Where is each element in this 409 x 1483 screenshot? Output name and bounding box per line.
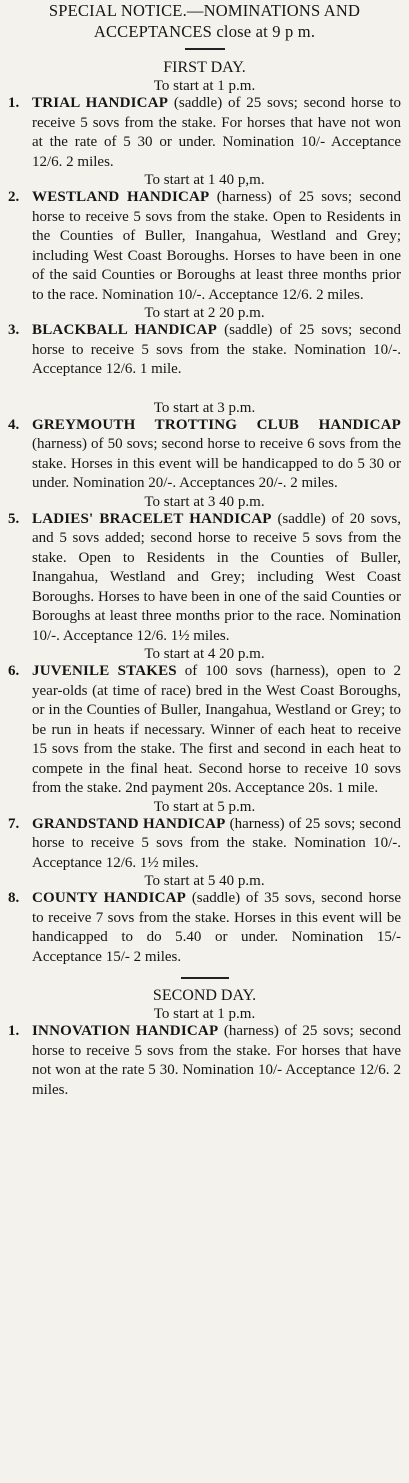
event-start-time: To start at 1 p.m. xyxy=(153,78,256,94)
first-day-heading: FIRST DAY. xyxy=(163,59,246,76)
spacer xyxy=(8,380,401,400)
event-text: (saddle) of 20 sovs, and 5 sovs added; second horse to receive 5 sovs from the stake. Open to Residents in the Counties of Buller, Inangahua, Westland and Grey; including West Coast Boroughs. Horses to have been in one of the said Counties or Boroughs at least three months prior to the race. Nomination 10/-. Acceptance 12/6. 1½ miles. xyxy=(32,510,401,644)
event-start-time: To start at 2 20 p.m. xyxy=(144,305,265,321)
event-number: 1. xyxy=(8,1023,20,1039)
event-number: 3. xyxy=(8,322,20,338)
event-title: TRIAL HANDICAP xyxy=(32,95,169,111)
second-day-heading: SECOND DAY. xyxy=(152,987,257,1004)
event-number: 6. xyxy=(8,663,20,679)
event-title: GRANDSTAND HANDICAP xyxy=(32,815,226,832)
notice-header: SPECIAL NOTICE.—NOMINATIONS AND ACCEPTANCES close at 9 p m. xyxy=(48,1,361,41)
event-entry xyxy=(8,510,401,647)
event-entry xyxy=(8,416,401,494)
event-entry xyxy=(8,321,401,380)
event-start-time: To start at 3 40 p.m. xyxy=(144,493,265,510)
event-entry xyxy=(8,889,401,967)
event-text: (harness) of 25 sovs; second horse to receive 5 sovs from the stake. Open to Residents in the Counties of Buller, Inangahua, Westland and Grey; including West Coast Boroughs. Horses to have been in one of the said Counties or Boroughs at least three months prior to the race. Nomination 10/-. Acceptance 12/6. 2 miles. xyxy=(32,189,402,303)
divider-rule xyxy=(185,48,225,50)
event-title: INNOVATION HANDICAP xyxy=(32,1023,219,1039)
event-text: of 100 sovs (harness), open to 2 year-olds (at time of race) bred in the West Coast Boroughs, or in the Counties of Buller, Inangahua, Westland or Grey; to be run in heats if necessary. Winner of each heat to receive 15 sovs from the stake. The first and second in each heat to compete in the final heat. Second horse to receive 10 sovs from the stake. 2nd payment 20s. Acceptance 20s. 1 mile. xyxy=(32,663,401,796)
event-entry xyxy=(8,94,401,172)
event-entry xyxy=(8,188,401,305)
event-text: (harness) of 25 sovs; second horse to receive 5 sovs from the stake. For horses that have not won at the rate 5 30. Nomination 10/- Acceptance 12/6. 2 miles. xyxy=(32,1023,402,1098)
event-number: 4. xyxy=(8,416,20,433)
event-entry xyxy=(8,1022,401,1100)
event-start-time: To start at 3 p.m. xyxy=(153,399,256,416)
event-title: GREYMOUTH TROTTING CLUB HANDICAP xyxy=(32,416,401,433)
event-start-time: To start at 5 40 p.m. xyxy=(144,873,265,889)
event-start-time: To start at 1 40 p,m. xyxy=(144,172,265,188)
divider-rule xyxy=(181,977,229,979)
event-title: BLACKBALL HANDICAP xyxy=(32,322,217,338)
event-number: 1. xyxy=(8,95,20,111)
event-start-time: To start at 1 p.m. xyxy=(153,1006,256,1022)
event-title: WESTLAND HANDICAP xyxy=(32,189,210,205)
event-text: (harness) of 50 sovs; second horse to receive 6 sovs from the stake. Horses in this event will be handicapped to do 5 30 or under. Nomination 20/-. Acceptances 20/-. 2 miles. xyxy=(32,436,401,491)
event-entry xyxy=(8,815,401,874)
event-start-time: To start at 4 20 p.m. xyxy=(144,646,265,662)
event-text: (saddle) of 25 sovs; second horse to receive 5 sovs from the stake. Nomination 10/-. Acceptance 12/6. 1 mile. xyxy=(32,322,402,377)
event-text: (harness) of 25 sovs; second horse to receive 5 sovs from the stake. Nomination 10/-. Acceptance 12/6. 1½ miles. xyxy=(32,815,402,871)
event-number: 7. xyxy=(8,815,20,832)
event-title: JUVENILE STAKES xyxy=(32,663,177,679)
event-number: 8. xyxy=(8,890,20,906)
event-title: COUNTY HANDICAP xyxy=(32,890,187,906)
event-text: (saddle) of 25 sovs; second horse to receive 5 sovs from the stake. For horses that have not won at the rate of 5 30 or under. Nomination 10/- Acceptance 12/6. 2 miles. xyxy=(32,95,401,170)
event-start-time: To start at 5 p.m. xyxy=(153,798,256,815)
event-text: (saddle) of 35 sovs, second horse to receive 7 sovs from the stake. Horses in this event will be handicapped to do 5.40 or under. Nomination 15/- Acceptance 15/- 2 miles. xyxy=(32,890,402,965)
event-number: 5. xyxy=(8,510,20,527)
event-number: 2. xyxy=(8,189,20,205)
event-entry xyxy=(8,662,401,799)
event-title: LADIES' BRACELET HANDICAP xyxy=(32,510,272,527)
